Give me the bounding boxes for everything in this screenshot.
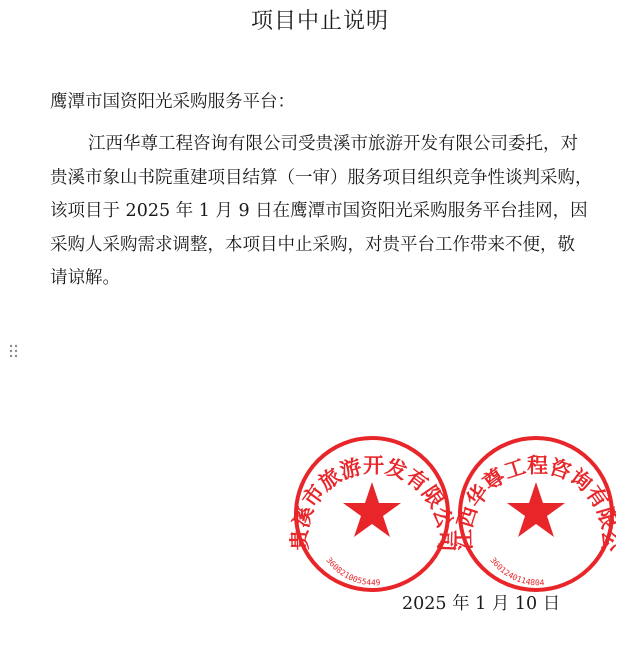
seal-right-text: 江西华尊工程咨询有 [451,453,613,551]
document-title: 项目中止说明 [250,9,389,34]
svg-text:3601240114804 [488,556,545,588]
seal-left-number: 3608210055449 [324,555,381,588]
body-line: 请谅解。 [50,268,120,288]
body-line: 贵溪市象山书院重建项目结算（一审）服务项目组织竞争性谈判采购， [50,167,593,188]
body-line: 采购人采购需求调整，本项目中止采购，对贵平台工作带来不便，敬 [50,234,575,255]
body-paragraph [50,128,615,296]
seal-star-icon [507,482,565,537]
seal-left-text: 贵溪市旅游开发有限公司 [287,453,459,552]
company-seals [286,432,616,592]
salutation: 鹰潭市国资阳光采购服务平台： [50,92,295,112]
drag-handle-icon[interactable] [8,343,20,359]
document-date: 2025 年 1 月 10 日 [402,594,561,614]
body-line: 该项目于 2025 年 1 月 9 日在鹰潭市国资阳光采购服务平台挂网，因 [50,201,588,221]
body-line: 江西华尊工程咨询有限公司受贵溪市旅游开发有限公司委托，对 [88,134,578,154]
svg-text:3608210055449 [324,556,381,588]
seal-right-number: 3601240114804 [488,555,545,588]
seal-star-icon [343,482,401,537]
seal-left [288,438,458,590]
